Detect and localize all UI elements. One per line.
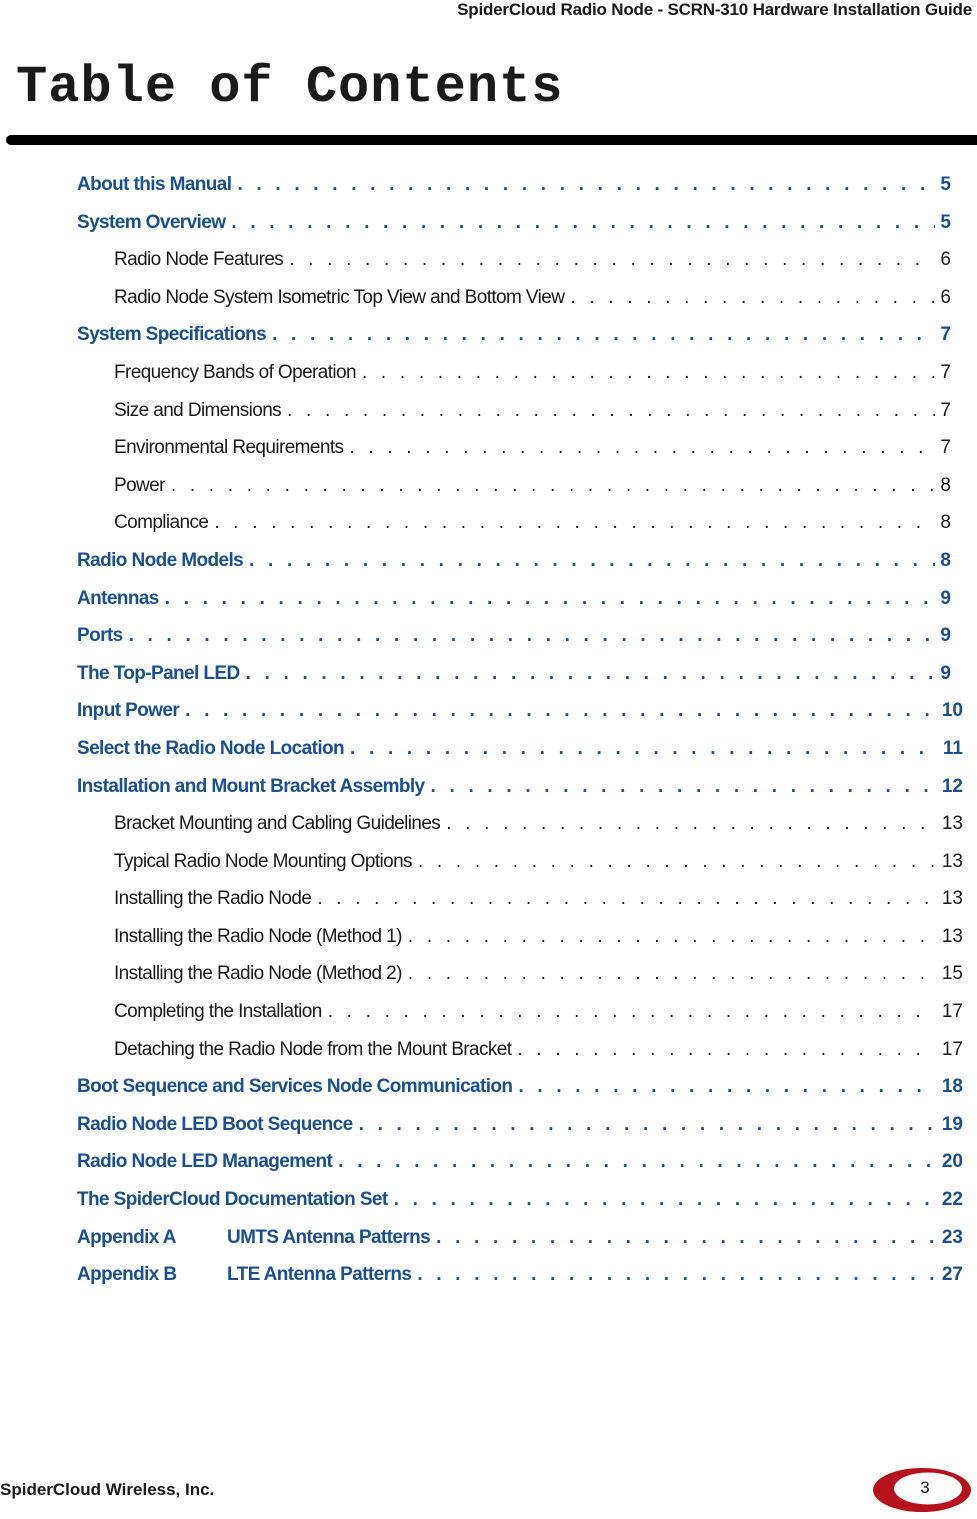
toc-page-number: 13 bbox=[941, 850, 963, 872]
toc-page-number: 7 bbox=[940, 437, 951, 459]
toc-page-number: 9 bbox=[940, 587, 951, 609]
toc-entry-title: Installing the Radio Node (Method 2) bbox=[114, 963, 402, 985]
toc-entry-title: Radio Node LED Management bbox=[77, 1151, 333, 1173]
dot-leader bbox=[317, 888, 935, 910]
dot-leader bbox=[349, 437, 935, 459]
dot-leader bbox=[570, 287, 935, 309]
toc-entry-subsection[interactable] bbox=[77, 400, 963, 438]
dot-leader bbox=[214, 512, 935, 534]
table-of-contents bbox=[77, 174, 963, 1302]
toc-page-number: 22 bbox=[941, 1189, 963, 1211]
toc-page-number: 15 bbox=[941, 963, 963, 985]
appendix-label: Appendix B bbox=[77, 1264, 177, 1286]
toc-entry-subsection[interactable] bbox=[77, 813, 963, 851]
toc-entry-section[interactable] bbox=[77, 1076, 963, 1114]
title-rule bbox=[6, 135, 977, 145]
toc-page-number: 13 bbox=[941, 925, 963, 947]
toc-entry-section[interactable] bbox=[77, 1114, 963, 1152]
toc-entry-title: Bracket Mounting and Cabling Guidelines bbox=[114, 813, 441, 835]
dot-leader bbox=[446, 813, 935, 835]
toc-page-number: 13 bbox=[941, 813, 963, 835]
toc-entry-subsection[interactable] bbox=[77, 1001, 963, 1039]
toc-entry-title: Select the Radio Node Location bbox=[77, 737, 345, 759]
toc-entry-subsection[interactable] bbox=[77, 287, 963, 325]
dot-leader bbox=[231, 212, 935, 234]
toc-entry-title: Completing the Installation bbox=[114, 1001, 322, 1023]
toc-entry-title: Radio Node Models bbox=[77, 549, 244, 571]
toc-page-number: 18 bbox=[941, 1076, 963, 1098]
toc-page-number: 10 bbox=[941, 700, 963, 722]
running-header: SpiderCloud Radio Node - SCRN-310 Hardware Installation Guide bbox=[457, 0, 972, 19]
dot-leader bbox=[272, 324, 935, 346]
toc-entry-title: Detaching the Radio Node from the Mount Bracket bbox=[114, 1038, 512, 1060]
dot-leader bbox=[408, 963, 935, 985]
toc-page-number: 6 bbox=[940, 286, 951, 308]
dot-leader bbox=[436, 1227, 935, 1249]
toc-entry-section[interactable] bbox=[77, 324, 963, 362]
toc-entry-subsection[interactable] bbox=[77, 475, 963, 513]
toc-entry-title: System Specifications bbox=[77, 324, 267, 346]
toc-entry-title: Environmental Requirements bbox=[114, 437, 344, 459]
toc-entry-title: Radio Node LED Boot Sequence bbox=[77, 1113, 353, 1135]
toc-entry-section[interactable] bbox=[77, 738, 963, 776]
toc-entry-title bbox=[77, 1227, 430, 1249]
toc-page-number: 17 bbox=[941, 1001, 963, 1023]
toc-entry-section[interactable] bbox=[77, 212, 963, 250]
dot-leader bbox=[394, 1189, 935, 1211]
toc-entry-section[interactable] bbox=[77, 1189, 963, 1227]
toc-page-number: 5 bbox=[940, 174, 951, 195]
toc-page-number: 8 bbox=[940, 549, 951, 571]
toc-entry-subsection[interactable] bbox=[77, 437, 963, 475]
toc-page-number: 17 bbox=[941, 1038, 963, 1060]
toc-page-number: 12 bbox=[941, 775, 963, 797]
toc-entry-title: Size and Dimensions bbox=[114, 399, 282, 421]
page-number: 3 bbox=[920, 1478, 930, 1497]
toc-entry-subsection[interactable] bbox=[77, 851, 963, 889]
dot-leader bbox=[417, 1264, 935, 1286]
toc-entry-title: Input Power bbox=[77, 700, 180, 722]
dot-leader bbox=[518, 1076, 935, 1098]
toc-entry-title: Compliance bbox=[114, 512, 209, 534]
footer-company: SpiderCloud Wireless, Inc. bbox=[0, 1480, 215, 1499]
toc-page-number: 7 bbox=[940, 399, 951, 421]
page-title: Table of Contents bbox=[16, 58, 564, 117]
dot-leader bbox=[328, 1001, 935, 1023]
toc-page-number: 7 bbox=[940, 361, 951, 383]
dot-leader bbox=[249, 550, 935, 572]
toc-entry-section[interactable] bbox=[77, 1151, 963, 1189]
toc-entry-subsection[interactable] bbox=[77, 249, 963, 287]
dot-leader bbox=[359, 1114, 935, 1136]
toc-entry-appendix[interactable] bbox=[77, 1264, 963, 1302]
toc-entry-title: The Top-Panel LED bbox=[77, 662, 240, 684]
toc-page-number: 27 bbox=[941, 1264, 963, 1286]
toc-page-number: 8 bbox=[940, 512, 951, 534]
toc-entry-title: System Overview bbox=[77, 211, 226, 233]
toc-entry-title: The SpiderCloud Documentation Set bbox=[77, 1189, 388, 1211]
appendix-label: Appendix A bbox=[77, 1226, 176, 1248]
dot-leader bbox=[408, 926, 935, 948]
toc-entry-section[interactable] bbox=[77, 776, 963, 814]
dot-leader bbox=[185, 700, 935, 722]
toc-entry-subsection[interactable] bbox=[77, 362, 963, 400]
toc-entry-subsection[interactable] bbox=[77, 512, 963, 550]
toc-page-number: 23 bbox=[941, 1226, 963, 1248]
appendix-title: UMTS Antenna Patterns bbox=[227, 1226, 431, 1248]
toc-page-number: 5 bbox=[940, 211, 951, 233]
toc-page-number: 20 bbox=[941, 1151, 963, 1173]
toc-page-number: 6 bbox=[940, 249, 951, 271]
dot-leader bbox=[431, 776, 935, 798]
toc-page-number: 9 bbox=[940, 662, 951, 684]
toc-entry-section[interactable] bbox=[77, 588, 963, 626]
dot-leader bbox=[171, 475, 935, 497]
toc-page-number: 7 bbox=[940, 324, 951, 346]
dot-leader bbox=[362, 362, 935, 384]
toc-entry-section[interactable] bbox=[77, 663, 963, 701]
toc-page-number: 19 bbox=[941, 1113, 963, 1135]
toc-entry-title: Radio Node System Isometric Top View and Bottom View bbox=[114, 286, 565, 308]
toc-entry-section[interactable] bbox=[77, 550, 963, 588]
toc-entry-title: Antennas bbox=[77, 587, 159, 609]
toc-entry-subsection[interactable] bbox=[77, 888, 963, 926]
toc-entry-title: Ports bbox=[77, 625, 123, 647]
toc-entry-title: Power bbox=[114, 474, 165, 496]
toc-page-number: 13 bbox=[941, 888, 963, 910]
toc-entry-title: Installing the Radio Node (Method 1) bbox=[114, 925, 402, 947]
dot-leader bbox=[246, 663, 935, 685]
toc-entry-subsection[interactable] bbox=[77, 1039, 963, 1077]
toc-entry-title bbox=[77, 1264, 411, 1286]
dot-leader bbox=[165, 588, 935, 610]
toc-entry-section[interactable] bbox=[77, 625, 963, 663]
dot-leader bbox=[338, 1151, 935, 1173]
toc-entry-section[interactable] bbox=[77, 174, 963, 212]
toc-entry-title: About this Manual bbox=[77, 174, 232, 195]
toc-entry-title: Installing the Radio Node bbox=[114, 888, 312, 910]
toc-entry-title: Frequency Bands of Operation bbox=[114, 361, 356, 383]
toc-entry-title: Typical Radio Node Mounting Options bbox=[114, 850, 412, 872]
toc-entry-title: Boot Sequence and Services Node Communication bbox=[77, 1076, 513, 1098]
toc-entry-title: Radio Node Features bbox=[114, 249, 284, 271]
toc-page-number: 11 bbox=[942, 737, 963, 759]
dot-leader bbox=[129, 625, 935, 647]
toc-entry-subsection[interactable] bbox=[77, 926, 963, 964]
toc-page-number: 8 bbox=[940, 474, 951, 496]
dot-leader bbox=[237, 174, 935, 196]
dot-leader bbox=[287, 400, 935, 422]
dot-leader bbox=[350, 738, 935, 760]
toc-entry-subsection[interactable] bbox=[77, 963, 963, 1001]
appendix-title: LTE Antenna Patterns bbox=[227, 1264, 412, 1286]
toc-entry-title: Installation and Mount Bracket Assembly bbox=[77, 775, 425, 797]
dot-leader bbox=[418, 851, 935, 873]
toc-page-number: 9 bbox=[940, 625, 951, 647]
dot-leader bbox=[517, 1039, 935, 1061]
dot-leader bbox=[289, 249, 935, 271]
toc-entry-appendix[interactable] bbox=[77, 1227, 963, 1265]
toc-entry-section[interactable] bbox=[77, 700, 963, 738]
